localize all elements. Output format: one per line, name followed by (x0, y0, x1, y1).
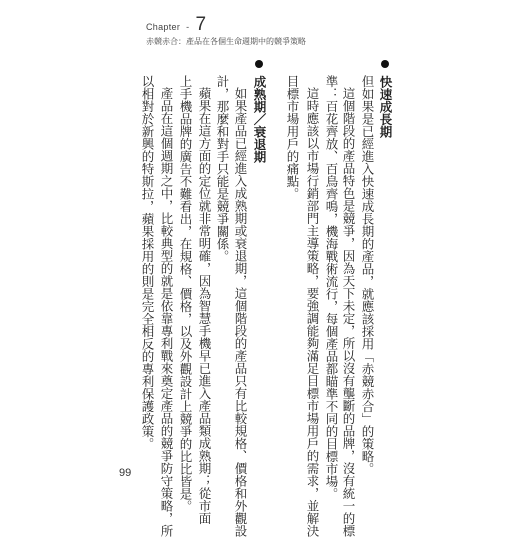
chapter-number: 7 (195, 14, 207, 35)
chapter-subtitle: 赤競赤合：產品在各個生命週期中的競爭策略 (146, 37, 306, 46)
paragraph-line: 上手機品牌的廣告不難看出，在規格、價格，以及外觀設計上競爭的比比皆是。 (178, 75, 193, 513)
chapter-separator: - (186, 22, 190, 32)
page-number: 99 (119, 467, 132, 479)
section-heading-growth (378, 60, 393, 138)
paragraph-line: 產品在這個週期之中，比較典型的就是依靠專利戰來奠定產品的競爭防守策略，所 (159, 87, 174, 537)
bullet-dot-icon (381, 60, 389, 68)
paragraph-line: 如果產品已經進入成熟期或衰退期，這個階段的產品只有比較規格、價格和外觀設 (233, 87, 248, 537)
paragraph-line: 準：百花齊放、百鳥齊鳴，機海戰術流行，每個產品都瞄準不同的目標市場。 (324, 75, 339, 500)
paragraph-line: 這時應該以市場行銷部門主導策略，要強調能夠滿足目標市場用戶的需求，並解決 (305, 87, 320, 537)
paragraph-line: 計，那麼和對手只能是競爭關係。 (215, 75, 230, 263)
paragraph-line: 這個階段的產品特色是競爭，因為天下未定，所以沒有壟斷的品牌，沒有統一的標 (341, 87, 356, 537)
chapter-header (146, 15, 306, 47)
section-heading-maturity-text: 成熟期／衰退期 (252, 75, 267, 163)
bullet-dot-icon (255, 60, 263, 68)
section-heading-maturity (252, 60, 267, 163)
paragraph-line: 蘋果在這方面的定位就非常明確，因為智慧手機早已進入產品類成熟期；從市面 (197, 87, 212, 525)
paragraph-line: 以相對於新興的特斯拉，蘋果採用的則是完全相反的專利保護政策。 (140, 75, 155, 450)
chapter-label: Chapter (146, 22, 181, 32)
paragraph-line: 目標市場用戶的痛點。 (285, 75, 300, 200)
section-heading-growth-text: 快速成長期 (378, 75, 393, 138)
paragraph-line: 但如果是已經進入快速成長期的產品，就應該採用「赤競赤合」的策略。 (360, 75, 375, 475)
chapter-label-line (146, 15, 306, 34)
